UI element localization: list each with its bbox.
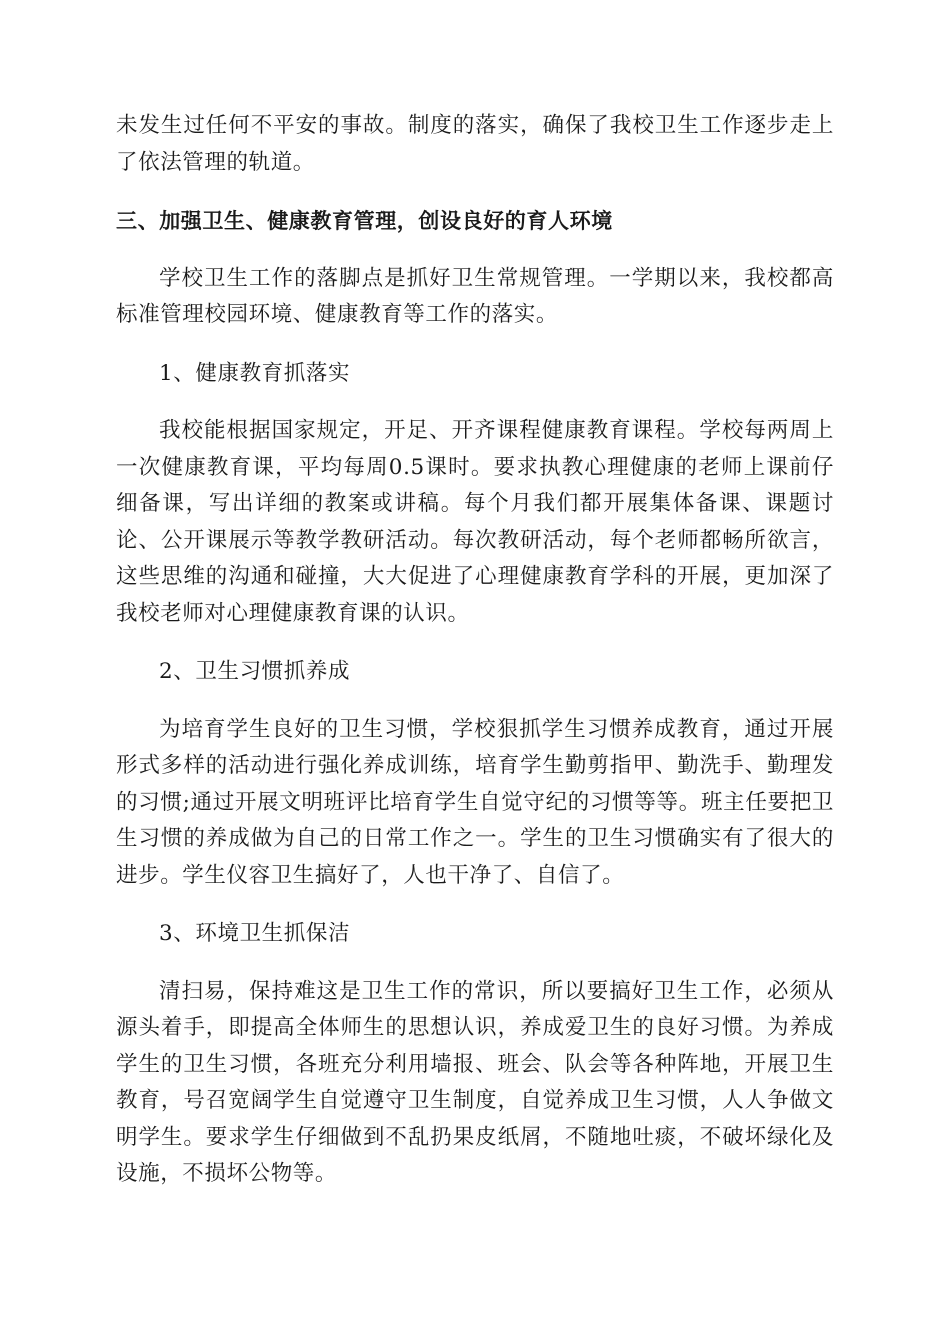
item-title-health-education: 1、健康教育抓落实 xyxy=(159,360,351,386)
item-title-hygiene-habits: 2、卫生习惯抓养成 xyxy=(159,659,351,684)
continuation-paragraph: 未发生过任何不平安的事故。制度的落实，确保了我校卫生工作逐步走上了依法管理的轨道。 xyxy=(116,113,834,175)
item-body-environment-cleaning: 清扫易，保持难这是卫生工作的常识，所以要搞好卫生工作，必须从源头着手，即提高全体师生的思想认识，养成爱卫生的良好习惯。为养成学生的卫生习惯，各班充分利用墙报、班会、队会等各种阵地，开展卫生教育，号召宽阔学生自觉遵守卫生制度，自觉养成卫生习惯，人人争做文明学生。要求学生仔细做到不乱扔果皮纸屑，不随地吐痰，不破坏绿化及设施，不损坏公物等。 xyxy=(116,978,834,1186)
item-title-environment-cleaning: 3、环境卫生抓保洁 xyxy=(159,921,351,946)
document-page xyxy=(116,108,834,1193)
intro-paragraph: 学校卫生工作的落脚点是抓好卫生常规管理。一学期以来，我校都高标准管理校园环境、健康教育等工作的落实。 xyxy=(116,265,834,327)
section-heading: 三、加强卫生、健康教育管理，创设良好的育人环境 xyxy=(116,209,613,233)
item-body-health-education: 我校能根据国家规定，开足、开齐课程健康教育课程。学校每两周上一次健康教育课，平均每周0.5课时。要求执教心理健康的老师上课前仔细备课，写出详细的教案或讲稿。每个月我们都开展集体备课、课题讨论、公开课展示等教学教研活动。每次教研活动，每个老师都畅所欲言，这些思维的沟通和碰撞，大大促进了心理健康教育学科的开展，更加深了我校老师对心理健康教育课的认识。 xyxy=(116,418,834,626)
item-body-hygiene-habits: 为培育学生良好的卫生习惯，学校狠抓学生习惯养成教育，通过开展形式多样的活动进行强化养成训练，培育学生勤剪指甲、勤洗手、勤理发的习惯;通过开展文明班评比培育学生自觉守纪的习惯等等。班主任要把卫生习惯的养成做为自己的日常工作之一。学生的卫生习惯确实有了很大的进步。学生仪容卫生搞好了，人也干净了、自信了。 xyxy=(116,716,834,888)
